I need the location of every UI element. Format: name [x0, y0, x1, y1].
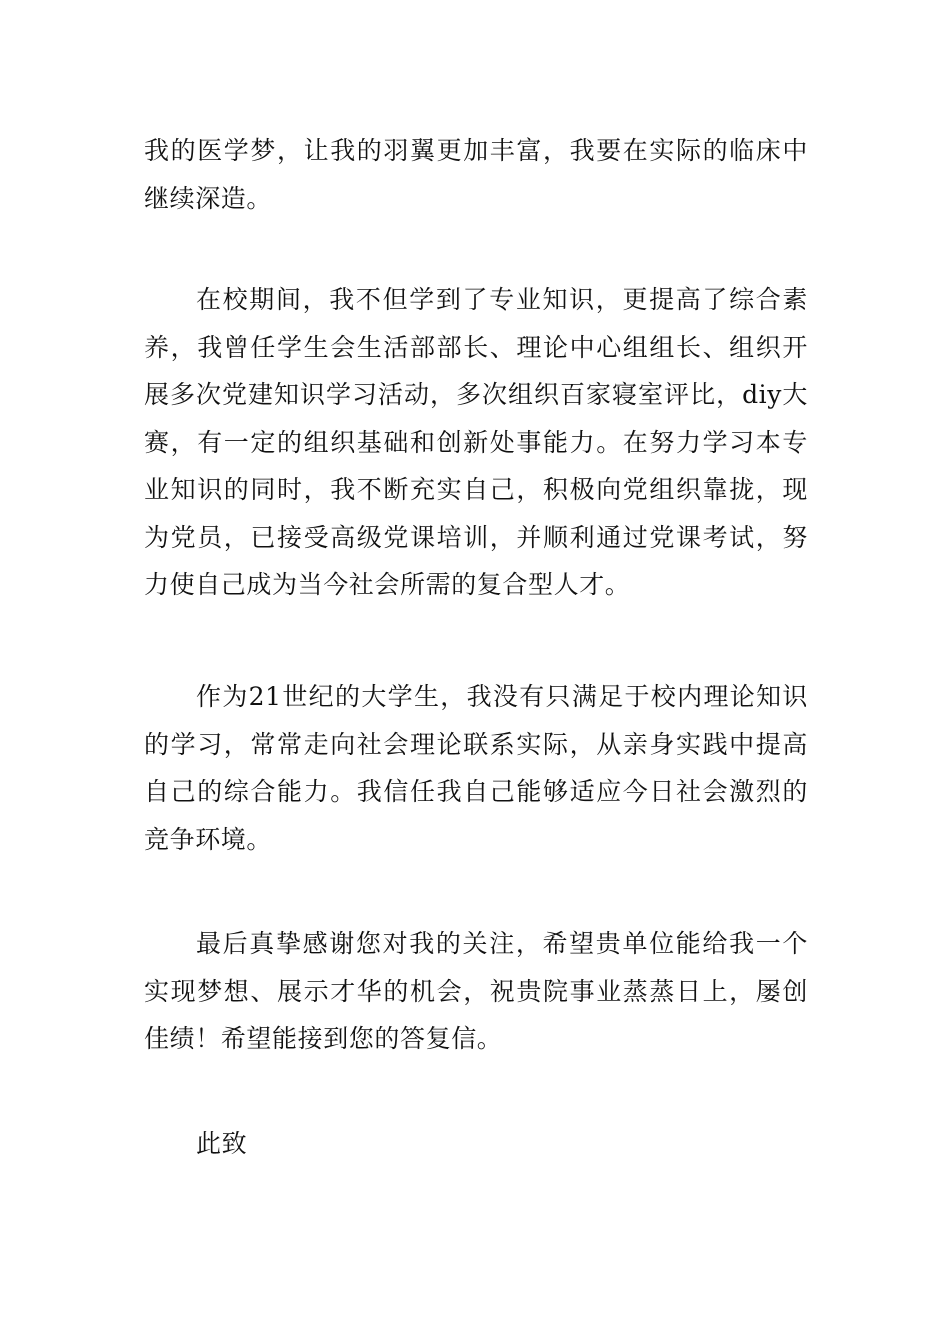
- paragraph-closing-thanks: 最后真挚感谢您对我的关注，希望贵单位能给我一个实现梦想、展示才华的机会，祝贵院事业蒸蒸日上，屡创佳绩！希望能接到您的答复信。: [144, 929, 808, 1053]
- paragraph-continuation: 我的医学梦，让我的羽翼更加丰富，我要在实际的临床中继续深造。: [144, 136, 808, 213]
- salutation-closing: 此致: [196, 1129, 248, 1158]
- paragraph-practice: 作为21世纪的大学生，我没有只满足于校内理论知识的学习，常常走向社会理论联系实际，从亲身实践中提高自己的综合能力。我信任我自己能够适应今日社会激烈的竞争环境。: [144, 682, 808, 854]
- paragraph-school-experience: 在校期间，我不但学到了专业知识，更提高了综合素养，我曾任学生会生活部部长、理论中心组组长、组织开展多次党建知识学习活动，多次组织百家寝室评比，diy大赛，有一定的组织基础和创新处事能力。在努力学习本专业知识的同时，我不断充实自己，积极向党组织靠拢，现为党员，已接受高级党课培训，并顺利通过党课考试，努力使自己成为当今社会所需的复合型人才。: [144, 285, 808, 599]
